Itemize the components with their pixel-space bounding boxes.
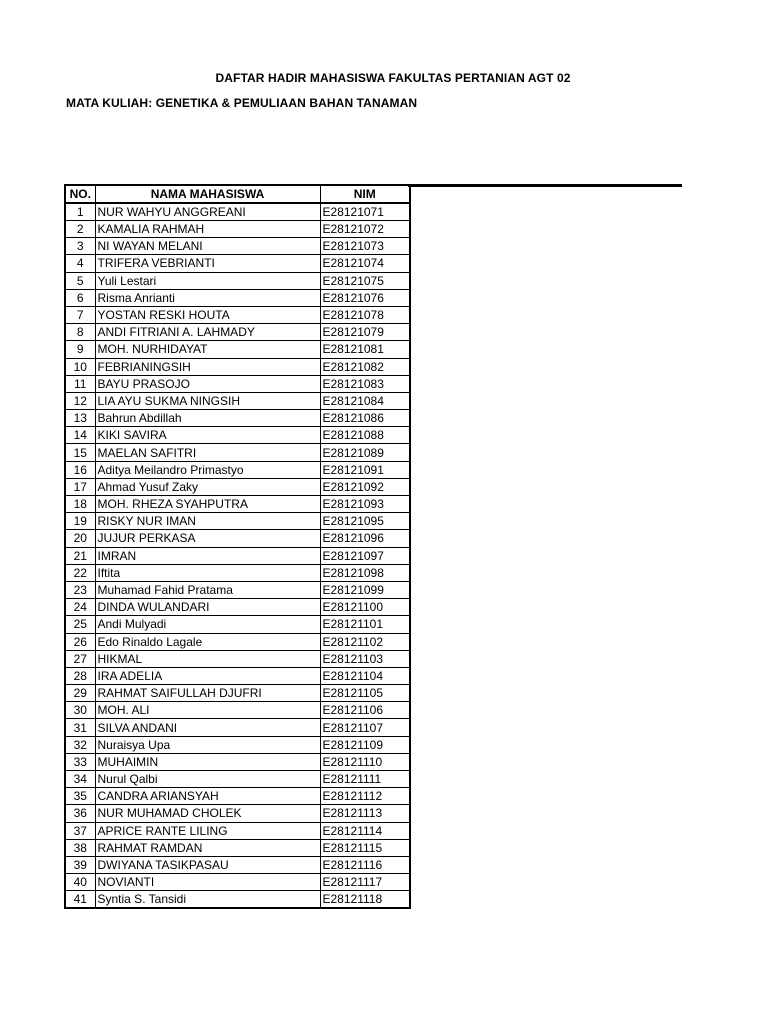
row-number-cell: 6 (65, 289, 95, 306)
row-number-cell: 36 (65, 805, 95, 822)
row-number-cell: 1 (65, 203, 95, 221)
row-number-cell: 25 (65, 616, 95, 633)
student-name-cell: MOH. NURHIDAYAT (95, 341, 320, 358)
table-row (65, 650, 410, 667)
table-row (65, 771, 410, 788)
row-number-cell: 35 (65, 788, 95, 805)
student-name-cell: Nuraisya Upa (95, 736, 320, 753)
student-nim-cell: E28121106 (320, 702, 410, 719)
table-row (65, 633, 410, 650)
student-name-cell: NI WAYAN MELANI (95, 238, 320, 255)
row-number-cell: 15 (65, 444, 95, 461)
row-number-cell: 23 (65, 581, 95, 598)
row-number-cell: 8 (65, 324, 95, 341)
table-row (65, 702, 410, 719)
row-number-cell: 24 (65, 599, 95, 616)
student-nim-cell: E28121104 (320, 667, 410, 684)
student-name-cell: KIKI SAVIRA (95, 427, 320, 444)
table-row (65, 856, 410, 873)
student-name-cell: HIKMAL (95, 650, 320, 667)
student-nim-cell: E28121072 (320, 221, 410, 238)
student-nim-cell: E28121113 (320, 805, 410, 822)
student-nim-cell: E28121076 (320, 289, 410, 306)
attendance-table (64, 184, 411, 909)
table-row (65, 599, 410, 616)
student-nim-cell: E28121114 (320, 822, 410, 839)
student-name-cell: KAMALIA RAHMAH (95, 221, 320, 238)
table-row (65, 822, 410, 839)
row-number-cell: 18 (65, 496, 95, 513)
row-number-cell: 3 (65, 238, 95, 255)
student-nim-cell: E28121078 (320, 306, 410, 323)
student-nim-cell: E28121109 (320, 736, 410, 753)
table-row (65, 547, 410, 564)
table-row (65, 667, 410, 684)
table-row (65, 358, 410, 375)
table-row (65, 255, 410, 272)
student-nim-cell: E28121082 (320, 358, 410, 375)
table-row (65, 891, 410, 909)
course-subtitle: MATA KULIAH: GENETIKA & PEMULIAAN BAHAN TANAMAN (66, 96, 418, 110)
student-name-cell: DWIYANA TASIKPASAU (95, 856, 320, 873)
student-nim-cell: E28121071 (320, 203, 410, 221)
student-name-cell: JUJUR PERKASA (95, 530, 320, 547)
row-number-cell: 5 (65, 272, 95, 289)
header-rule-line (408, 184, 682, 187)
row-number-cell: 27 (65, 650, 95, 667)
student-nim-cell: E28121116 (320, 856, 410, 873)
student-nim-cell: E28121088 (320, 427, 410, 444)
table-row (65, 410, 410, 427)
row-number-cell: 31 (65, 719, 95, 736)
table-row (65, 736, 410, 753)
table-row (65, 839, 410, 856)
student-name-cell: YOSTAN RESKI HOUTA (95, 306, 320, 323)
row-number-cell: 7 (65, 306, 95, 323)
student-name-cell: Bahrun Abdillah (95, 410, 320, 427)
row-number-cell: 4 (65, 255, 95, 272)
table-row (65, 427, 410, 444)
table-row (65, 375, 410, 392)
row-number-cell: 38 (65, 839, 95, 856)
student-nim-cell: E28121103 (320, 650, 410, 667)
student-name-cell: IMRAN (95, 547, 320, 564)
row-number-cell: 20 (65, 530, 95, 547)
row-number-cell: 34 (65, 771, 95, 788)
row-number-cell: 11 (65, 375, 95, 392)
student-nim-cell: E28121097 (320, 547, 410, 564)
student-name-cell: CANDRA ARIANSYAH (95, 788, 320, 805)
row-number-cell: 13 (65, 410, 95, 427)
row-number-cell: 21 (65, 547, 95, 564)
student-name-cell: Risma Anrianti (95, 289, 320, 306)
table-row (65, 341, 410, 358)
student-name-cell: MOH. ALI (95, 702, 320, 719)
student-name-cell: Muhamad Fahid Pratama (95, 581, 320, 598)
table-row (65, 513, 410, 530)
row-number-cell: 33 (65, 753, 95, 770)
student-name-cell: IRA ADELIA (95, 667, 320, 684)
student-nim-cell: E28121075 (320, 272, 410, 289)
row-number-cell: 16 (65, 461, 95, 478)
student-nim-cell: E28121098 (320, 564, 410, 581)
student-name-cell: NUR MUHAMAD CHOLEK (95, 805, 320, 822)
column-header-no: NO. (65, 185, 95, 203)
student-name-cell: RAHMAT RAMDAN (95, 839, 320, 856)
student-nim-cell: E28121086 (320, 410, 410, 427)
student-name-cell: MUHAIMIN (95, 753, 320, 770)
row-number-cell: 12 (65, 392, 95, 409)
student-nim-cell: E28121110 (320, 753, 410, 770)
student-name-cell: ANDI FITRIANI A. LAHMADY (95, 324, 320, 341)
student-nim-cell: E28121074 (320, 255, 410, 272)
row-number-cell: 37 (65, 822, 95, 839)
student-nim-cell: E28121100 (320, 599, 410, 616)
student-name-cell: Ahmad Yusuf Zaky (95, 478, 320, 495)
student-nim-cell: E28121095 (320, 513, 410, 530)
student-name-cell: RAHMAT SAIFULLAH DJUFRI (95, 685, 320, 702)
student-name-cell: Andi Mulyadi (95, 616, 320, 633)
table-row (65, 238, 410, 255)
student-nim-cell: E28121117 (320, 874, 410, 891)
student-nim-cell: E28121081 (320, 341, 410, 358)
student-nim-cell: E28121111 (320, 771, 410, 788)
row-number-cell: 2 (65, 221, 95, 238)
student-nim-cell: E28121091 (320, 461, 410, 478)
table-body (65, 203, 410, 908)
student-name-cell: DINDA WULANDARI (95, 599, 320, 616)
table-row (65, 719, 410, 736)
table-row (65, 805, 410, 822)
row-number-cell: 30 (65, 702, 95, 719)
table-row (65, 685, 410, 702)
student-name-cell: Yuli Lestari (95, 272, 320, 289)
student-nim-cell: E28121093 (320, 496, 410, 513)
student-name-cell: APRICE RANTE LILING (95, 822, 320, 839)
student-name-cell: Iftita (95, 564, 320, 581)
student-name-cell: MAELAN SAFITRI (95, 444, 320, 461)
row-number-cell: 14 (65, 427, 95, 444)
student-nim-cell: E28121102 (320, 633, 410, 650)
row-number-cell: 41 (65, 891, 95, 909)
table-row (65, 581, 410, 598)
table-row (65, 221, 410, 238)
student-name-cell: RISKY NUR IMAN (95, 513, 320, 530)
student-name-cell: MOH. RHEZA SYAHPUTRA (95, 496, 320, 513)
student-name-cell: Edo Rinaldo Lagale (95, 633, 320, 650)
table-row (65, 461, 410, 478)
row-number-cell: 28 (65, 667, 95, 684)
student-nim-cell: E28121079 (320, 324, 410, 341)
student-nim-cell: E28121073 (320, 238, 410, 255)
student-nim-cell: E28121101 (320, 616, 410, 633)
student-name-cell: TRIFERA VEBRIANTI (95, 255, 320, 272)
table-row (65, 272, 410, 289)
student-nim-cell: E28121089 (320, 444, 410, 461)
table-row (65, 874, 410, 891)
row-number-cell: 29 (65, 685, 95, 702)
table-row (65, 289, 410, 306)
table-header-row (65, 185, 410, 203)
table-row (65, 753, 410, 770)
table-row (65, 392, 410, 409)
student-nim-cell: E28121107 (320, 719, 410, 736)
student-name-cell: FEBRIANINGSIH (95, 358, 320, 375)
row-number-cell: 26 (65, 633, 95, 650)
table-row (65, 616, 410, 633)
student-name-cell: NOVIANTI (95, 874, 320, 891)
student-nim-cell: E28121118 (320, 891, 410, 909)
student-nim-cell: E28121112 (320, 788, 410, 805)
student-nim-cell: E28121084 (320, 392, 410, 409)
table-row (65, 564, 410, 581)
student-name-cell: Nurul Qalbi (95, 771, 320, 788)
table-row (65, 496, 410, 513)
student-nim-cell: E28121096 (320, 530, 410, 547)
row-number-cell: 39 (65, 856, 95, 873)
document-title: DAFTAR HADIR MAHASISWA FAKULTAS PERTANIAN AGT 02 (215, 71, 571, 85)
student-name-cell: Aditya Meilandro Primastyo (95, 461, 320, 478)
student-nim-cell: E28121115 (320, 839, 410, 856)
student-name-cell: Syntia S. Tansidi (95, 891, 320, 909)
table-row (65, 444, 410, 461)
row-number-cell: 9 (65, 341, 95, 358)
student-nim-cell: E28121092 (320, 478, 410, 495)
row-number-cell: 17 (65, 478, 95, 495)
student-nim-cell: E28121083 (320, 375, 410, 392)
student-name-cell: BAYU PRASOJO (95, 375, 320, 392)
row-number-cell: 19 (65, 513, 95, 530)
table-row (65, 324, 410, 341)
student-name-cell: SILVA ANDANI (95, 719, 320, 736)
row-number-cell: 40 (65, 874, 95, 891)
table-row (65, 530, 410, 547)
row-number-cell: 22 (65, 564, 95, 581)
student-nim-cell: E28121105 (320, 685, 410, 702)
row-number-cell: 32 (65, 736, 95, 753)
table-row (65, 203, 410, 221)
table-row (65, 306, 410, 323)
student-nim-cell: E28121099 (320, 581, 410, 598)
student-name-cell: NUR WAHYU ANGGREANI (95, 203, 320, 221)
student-name-cell: LIA AYU SUKMA NINGSIH (95, 392, 320, 409)
row-number-cell: 10 (65, 358, 95, 375)
table-row (65, 478, 410, 495)
table-row (65, 788, 410, 805)
column-header-name: NAMA MAHASISWA (95, 185, 320, 203)
column-header-nim: NIM (320, 185, 410, 203)
